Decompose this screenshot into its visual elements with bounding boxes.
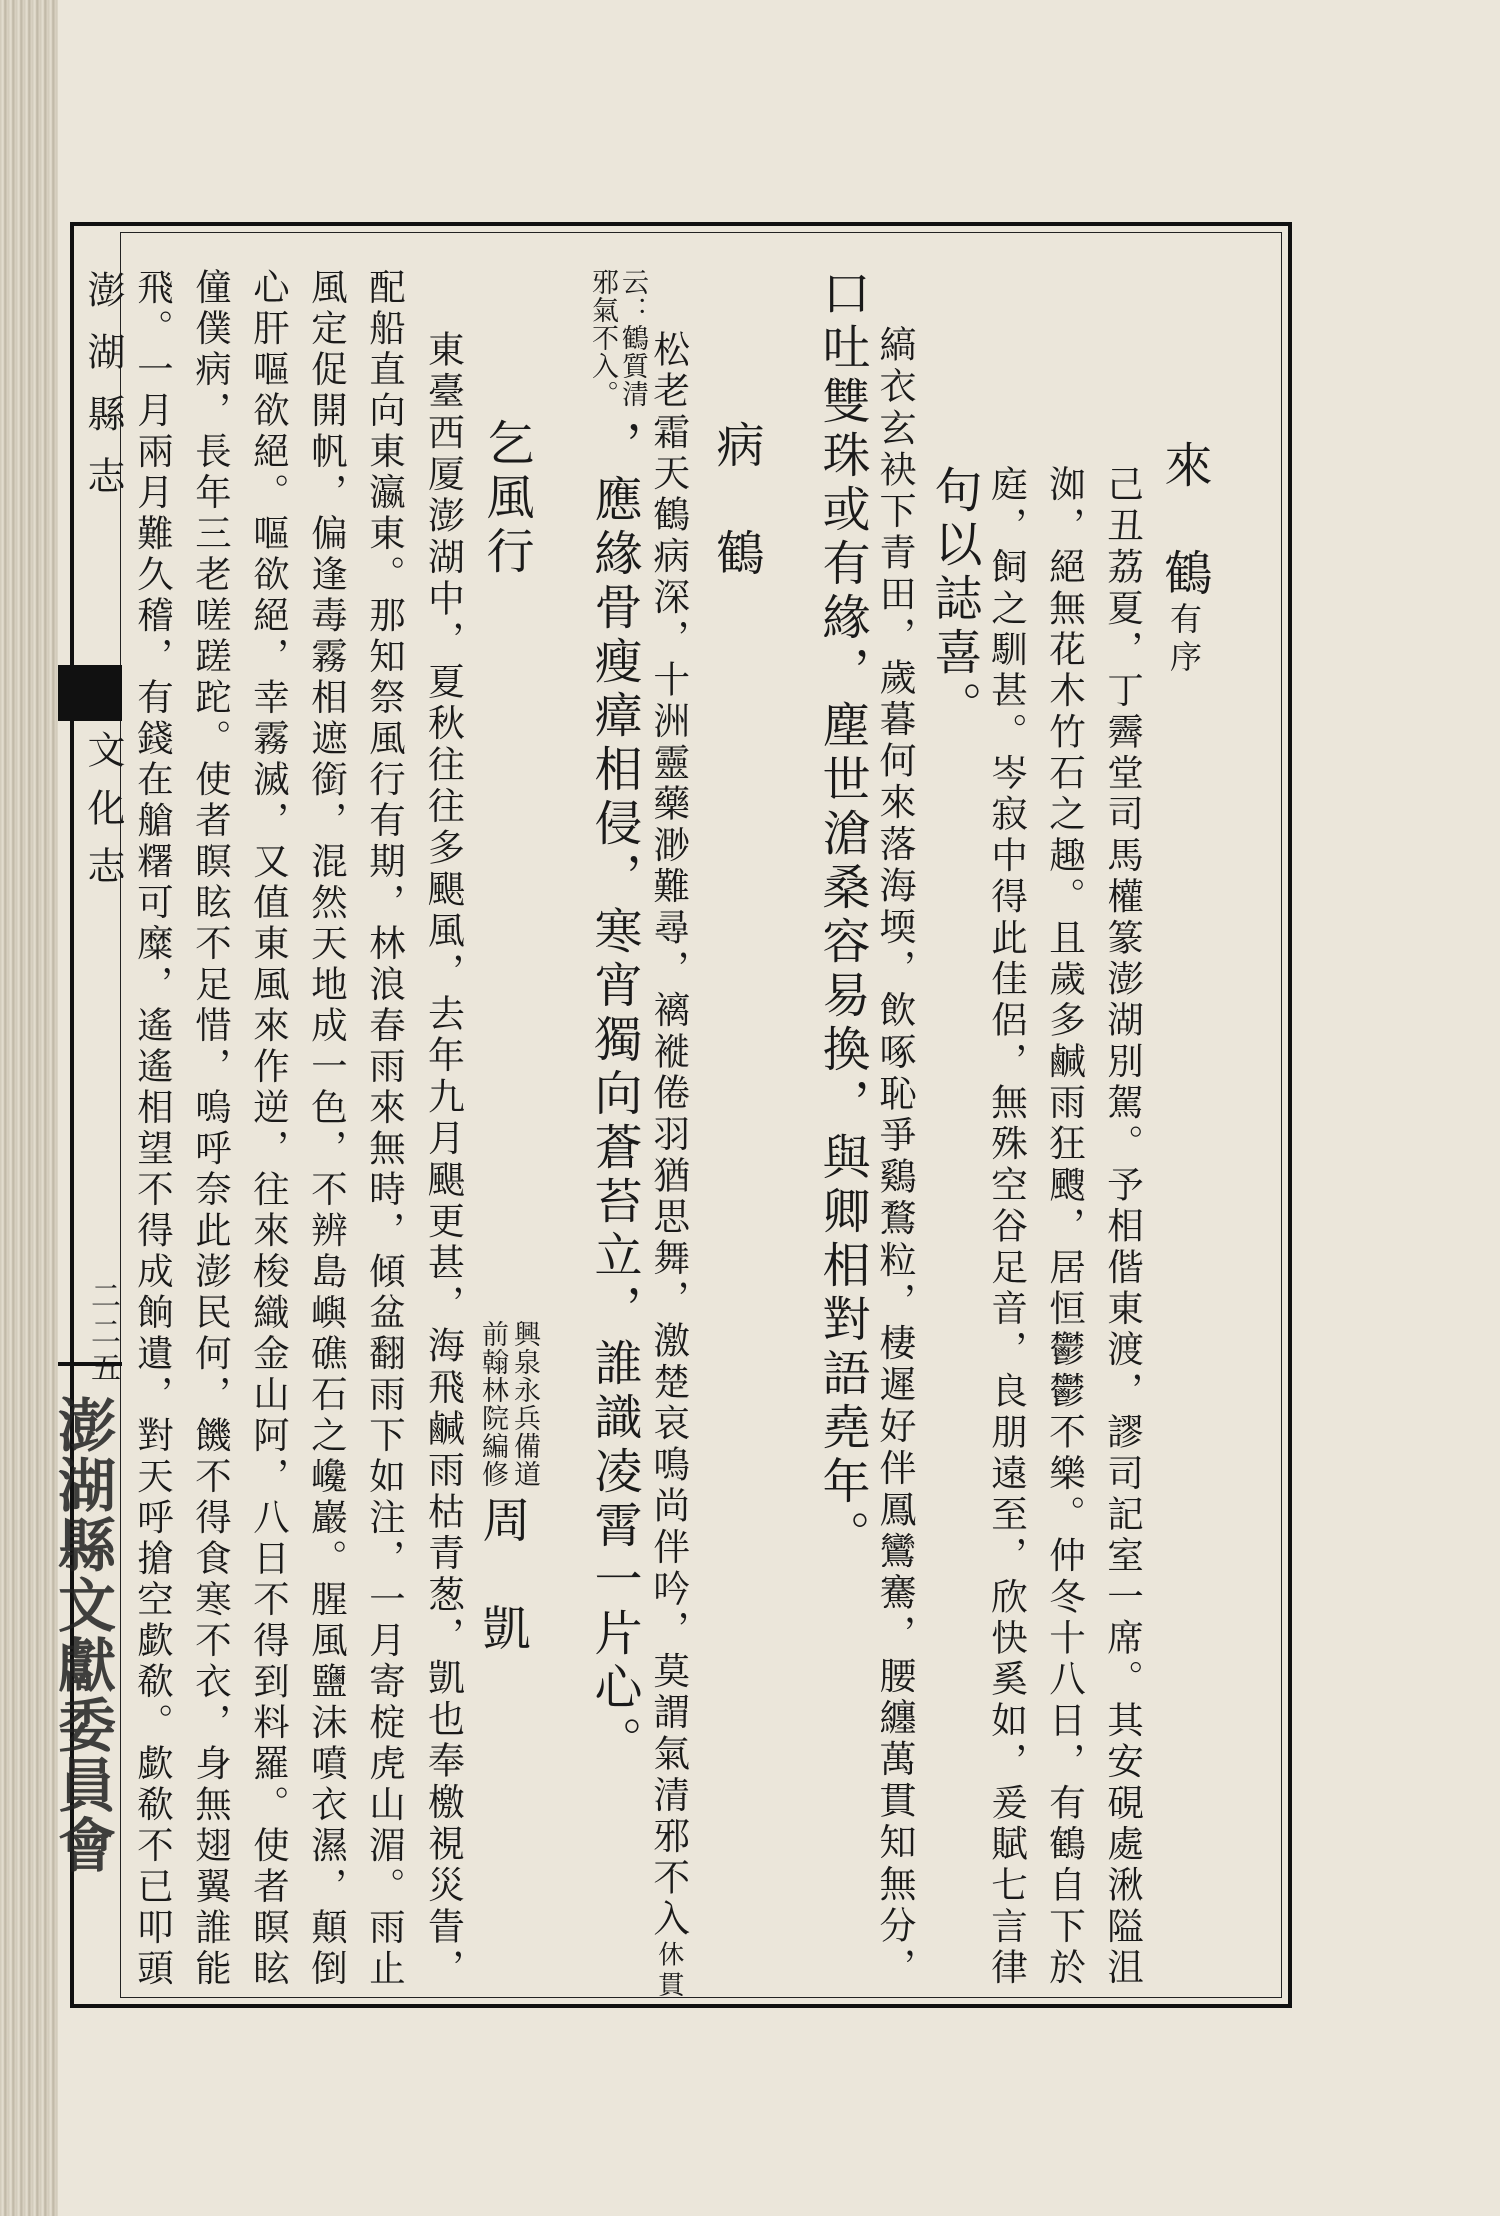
book-title: 澎湖縣志 [81,270,125,518]
text-column-16: 僮僕病，長年三老嗟蹉跎。使者瞑眩不足惜，嗚呼奈此澎民何，饑不得食寒不衣，身無翅翼誰能 [189,268,233,1990]
text-column-7: 口吐雙珠或有緣，塵世滄桑容易換，與卿相對語堯年。 [814,268,870,1564]
section-tab-marker [58,665,122,721]
column-end-note: 休貫 [653,1940,684,2002]
text-column-15: 心肝嘔欲絕。嘔欲絕，幸霧滅，又值東風來作逆，往來梭織金山阿，八日不得到料羅。使者瞑眩 [247,268,291,1990]
text-column-13: 配船直向東瀛東。那知祭風行有期，林浪春雨來無時，傾盆翻雨下如注，一月寄椗虎山湄。雨止 [363,268,407,1990]
text-column-12: 東臺西厦澎湖中，夏秋往往多颶風，去年九月颶更甚，海飛鹹雨枯青葱，凱也奉檄視災眚， [421,330,465,1990]
text-column-9 [647,330,691,2002]
publisher-stamp: 澎湖縣文獻委員會 [48,1395,116,1875]
inline-note-1: 云：鶴質清 [617,268,648,408]
text-column-5: 句以誌喜。 [926,465,982,735]
text-column-17: 飛。一月兩月難久稽，有錢在艙糬可糜，遙遙相望不得成餉遺，對天呼搶空歔欷。歔欷不已叩頭 [131,268,175,1990]
author-office-2: 前翰林院編修 [477,1320,508,1488]
author-name: 周 凱 [474,1495,530,1657]
text-column-4: 庭，飼之馴甚。岑寂中得此佳侶，無殊空谷足音，良朋遠至，欣快奚如，爰賦七言律 [985,465,1029,1990]
text-column-6: 縞衣玄袂下青田，歲暮何來落海堧，飲啄恥爭鷄鶩粒，棲遲好伴鳳鸞騫，腰纏萬貫知無分， [873,325,916,1989]
poem-title-text: 來 鶴 [1156,440,1212,602]
text-column-2: 己丑荔夏，丁霽堂司馬權篆澎湖別駕。予相偕東渡，謬司記室一席。其安硯處湫隘沮 [1101,465,1145,1990]
column-text: 松老霜天鶴病深，十洲靈藥渺難尋，褵褷倦羽猶思舞，激楚哀鳴尚伴吟，莫謂氣清邪不入 [647,330,691,1941]
author-office-1: 興泉永兵備道 [509,1320,540,1488]
page-number: 二二五 [85,1280,120,1388]
poem-title-note: 有序 [1165,602,1203,678]
poem-title-bing-he: 病 鶴 [708,420,764,582]
poem-title-qi-feng-xing: 乞風行 [478,418,534,580]
section-title: 文化志 [81,730,125,904]
page-stack-edge [0,0,58,2216]
poem-title-lai-he [1156,440,1212,678]
text-column-10: ，應緣骨瘦瘴相侵，寒宵獨向蒼苔立，誰識凌霄一片心。 [586,420,642,1770]
text-column-14: 風定促開帆，偏逢毒霧相遮銜，混然天地成一色，不辨島嶼礁石之巉巖。腥風鹽沫噴衣濕，顛倒 [305,268,349,1990]
inline-note-2: 邪氣不入。 [587,268,618,408]
text-column-3: 洳，絕無花木竹石之趣。且歲多鹹雨狂颼，居恒鬱鬱不樂。仲冬十八日，有鶴自下於 [1043,465,1087,1990]
